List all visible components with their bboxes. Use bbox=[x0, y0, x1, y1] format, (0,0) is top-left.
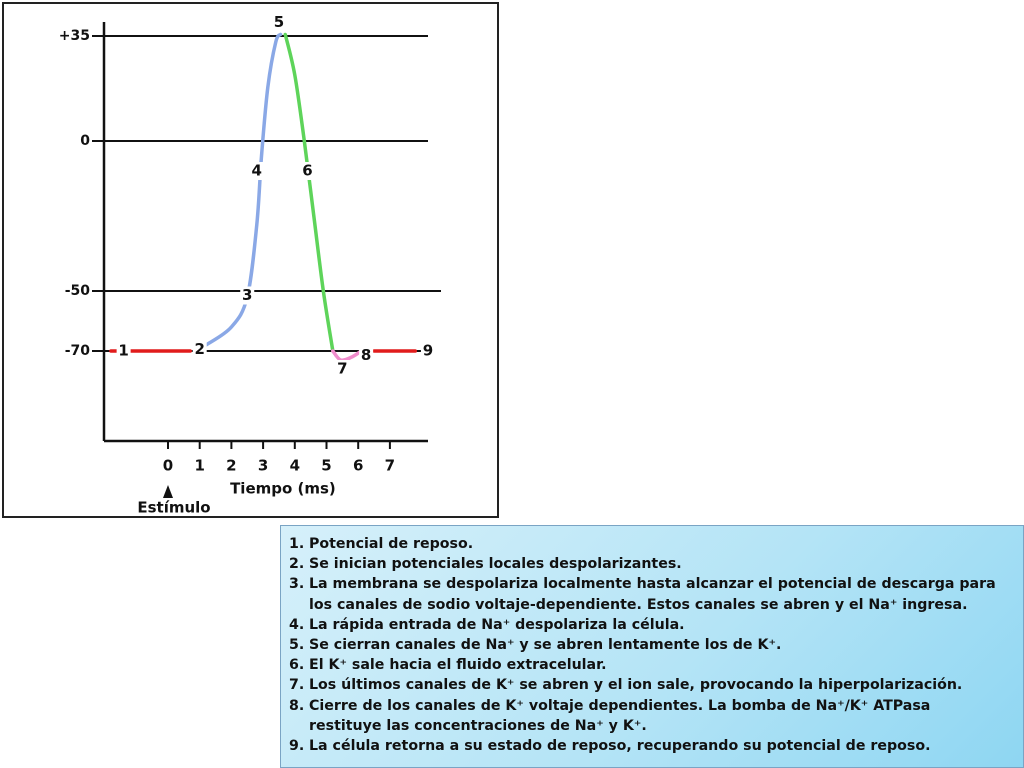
legend-item bbox=[289, 615, 1023, 635]
legend-item bbox=[289, 635, 1023, 655]
legend-item-text: La rápida entrada de Na⁺ despolariza la célula. bbox=[309, 616, 685, 633]
chart-panel bbox=[2, 2, 499, 518]
x-tick-label: 4 bbox=[289, 456, 301, 475]
legend-item-text: Se inician potenciales locales despolarizantes. bbox=[309, 556, 682, 573]
legend-item bbox=[289, 554, 1023, 574]
legend-item-number: 5. bbox=[289, 637, 305, 654]
legend-item bbox=[289, 655, 1023, 675]
legend-item-text: Los últimos canales de K⁺ se abren y el ion sale, provocando la hiperpolarización. bbox=[309, 677, 963, 694]
legend-list bbox=[281, 526, 1023, 756]
x-tick-label: 6 bbox=[352, 456, 364, 475]
legend-item bbox=[289, 736, 1023, 756]
legend-item-number: 2. bbox=[289, 556, 305, 573]
stimulus-label: Estímulo bbox=[137, 498, 211, 517]
x-tick-label: 1 bbox=[194, 456, 205, 475]
x-tick-label: 7 bbox=[384, 456, 396, 475]
legend-item-text: Potencial de reposo. bbox=[309, 536, 474, 552]
y-tick-label: +35 bbox=[58, 28, 90, 44]
legend-item bbox=[289, 696, 1023, 736]
annotation-4: 4 bbox=[251, 161, 262, 180]
legend-item-number: 6. bbox=[289, 657, 305, 674]
legend-item-text: La célula retorna a su estado de reposo, recuperando su potencial de reposo. bbox=[309, 738, 931, 755]
legend-item bbox=[289, 675, 1023, 695]
legend-item-number: 4. bbox=[289, 616, 305, 633]
legend-item-number: 8. bbox=[289, 697, 305, 714]
legend-item-number: 9. bbox=[289, 738, 305, 755]
annotation-1: 1 bbox=[118, 341, 129, 360]
legend-item-number: 1. bbox=[289, 536, 305, 552]
legend-item-number: 3. bbox=[289, 576, 305, 593]
legend-item-text: La membrana se despolariza localmente hasta alcanzar el potencial de descarga para los canales de sodio voltaje-dependiente. Estos canales se abren y el Na⁺ ingresa. bbox=[309, 576, 996, 613]
annotation-9: 9 bbox=[422, 341, 434, 360]
annotation-5: 5 bbox=[273, 13, 285, 31]
annotation-7: 7 bbox=[337, 359, 348, 378]
legend-item-text: Cierre de los canales de K⁺ voltaje dependientes. La bomba de Na⁺/K⁺ ATPasa restituye las concentraciones de Na⁺ y K⁺. bbox=[309, 697, 931, 734]
annotation-6: 6 bbox=[302, 161, 313, 180]
x-tick-label: 3 bbox=[257, 456, 269, 475]
legend-item-text: Se cierran canales de Na⁺ y se abren lentamente los de K⁺. bbox=[309, 637, 782, 654]
x-axis-title: Tiempo (ms) bbox=[230, 479, 336, 498]
legend-box bbox=[280, 525, 1024, 768]
x-tick-label: 5 bbox=[321, 456, 332, 475]
legend-item-number: 7. bbox=[289, 677, 305, 694]
legend-item bbox=[289, 574, 1023, 614]
y-tick-label: -50 bbox=[64, 283, 90, 299]
y-tick-label: -70 bbox=[64, 343, 90, 359]
legend-item-text: El K⁺ sale hacia el fluido extracelular. bbox=[309, 657, 607, 674]
y-tick-label: 0 bbox=[80, 133, 90, 149]
x-tick-label: 0 bbox=[162, 456, 174, 475]
x-tick-label: 2 bbox=[226, 456, 237, 475]
series-repolarizacion bbox=[285, 35, 333, 352]
action-potential-chart bbox=[4, 4, 499, 518]
annotation-8: 8 bbox=[360, 346, 372, 364]
annotation-3: 3 bbox=[242, 286, 253, 304]
annotation-2: 2 bbox=[194, 340, 205, 358]
stimulus-arrow bbox=[163, 485, 173, 498]
legend-item bbox=[289, 534, 1023, 554]
